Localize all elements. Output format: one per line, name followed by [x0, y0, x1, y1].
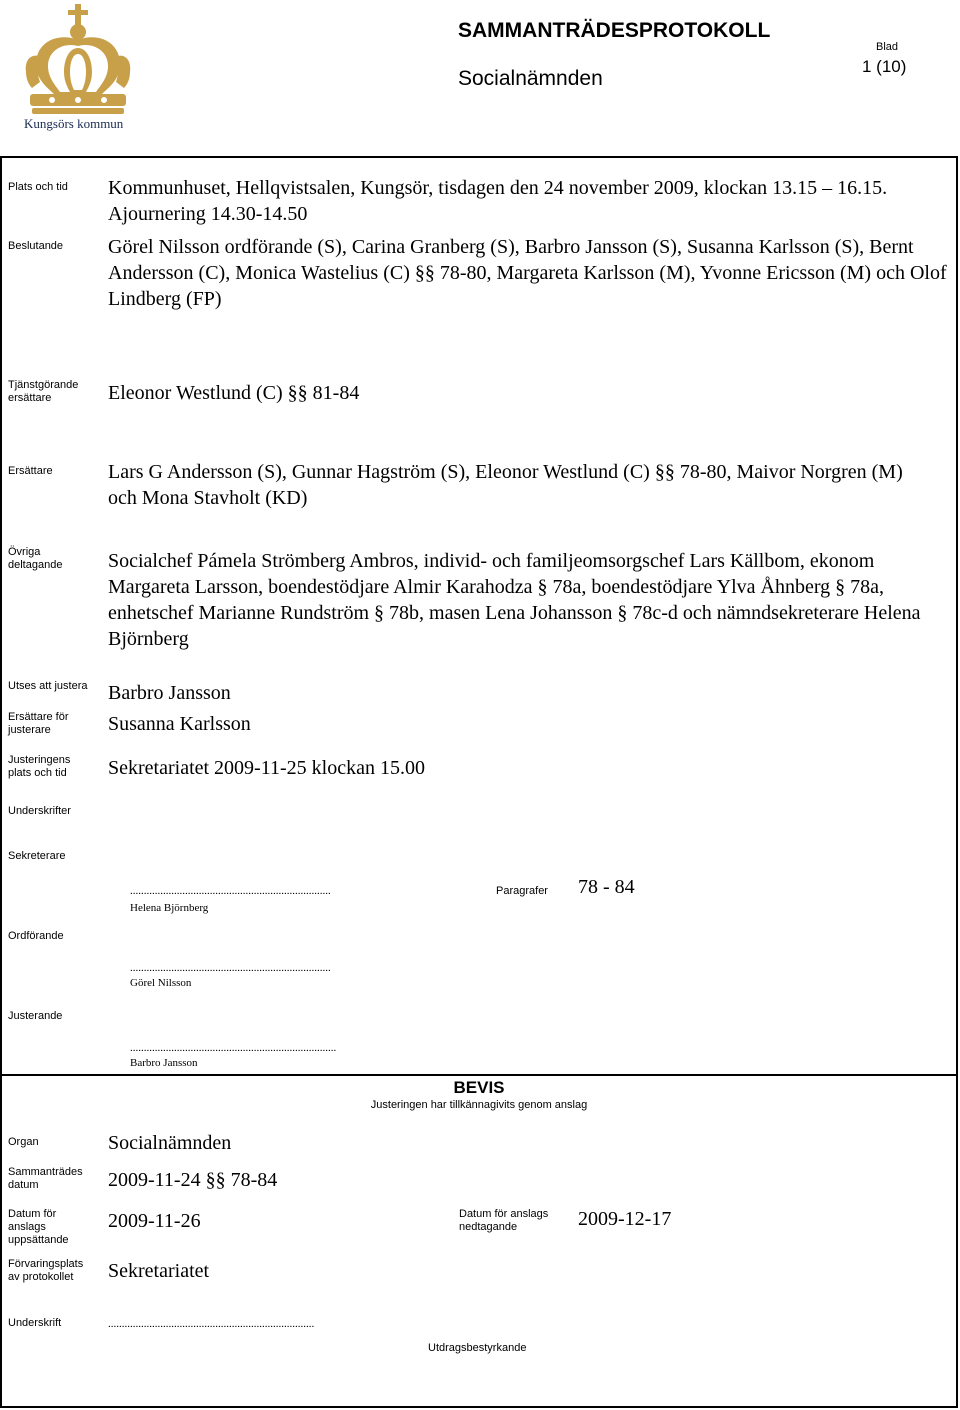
logo [18, 2, 138, 132]
adjuster-value: Barbro Jansson [108, 682, 231, 704]
frame-bottom-line [0, 1406, 958, 1408]
removal-date-label: Datum för anslags nedtagande [459, 1208, 549, 1233]
secretary-name: Helena Björnberg [130, 902, 209, 914]
frame-left-line [0, 156, 2, 1408]
logo-text: Kungsörs kommun [24, 116, 124, 131]
substitutes-value: Lars G Andersson (S), Gunnar Hagström (S), Eleonor Westlund (C) §§ 78-80, Maivor Norgren (M) och Mona Stavholt (KD) [108, 461, 903, 509]
adjust-place-value: Sekretariatet 2009-11-25 klockan 15.00 [108, 757, 425, 779]
adjusting-name: Barbro Jansson [130, 1057, 198, 1069]
proof-separator-line [0, 1074, 958, 1076]
posting-date-label: Datum för anslags uppsättande [8, 1208, 69, 1246]
serving-substitute-value: Eleonor Westlund (C) §§ 81-84 [108, 382, 360, 404]
place-value: Kommunhuset, Hellqvistsalen, Kungsör, tisdagen den 24 november 2009, klockan 13.15 – 16.15. Ajournering 14.30-14.50 [108, 177, 888, 225]
posting-date-value: 2009-11-26 [108, 1210, 201, 1232]
organ-value: Socialnämnden [108, 1132, 232, 1154]
page-number: 1 (10) [862, 57, 907, 76]
adjusting-signature-line: ........................................................................... [130, 1042, 337, 1054]
secretary-signature-line: ......................................................................... [130, 885, 331, 897]
crown-icon [18, 2, 138, 116]
certified-signature-line: ........................................................................... [108, 1318, 315, 1330]
chair-label: Ordförande [8, 930, 64, 942]
signatures-label: Underskrifter [8, 805, 71, 817]
frame-top-line [0, 156, 958, 158]
committee-name: Socialnämnden [458, 67, 603, 90]
place-label: Plats och tid [8, 181, 68, 193]
chair-signature-line: ......................................................................... [130, 962, 331, 974]
adjuster-substitute-label: Ersättare för justerare [8, 711, 69, 736]
paragraphs-label: Paragrafer [496, 885, 548, 897]
organ-label: Organ [8, 1136, 39, 1148]
substitutes-label: Ersättare [8, 465, 53, 477]
storage-value: Sekretariatet [108, 1260, 210, 1282]
document-title: SAMMANTRÄDESPROTOKOLL [458, 19, 771, 42]
meeting-date-value: 2009-11-24 §§ 78-84 [108, 1169, 278, 1191]
serving-substitute-label: Tjänstgörande ersättare [8, 379, 79, 404]
chair-name: Görel Nilsson [130, 977, 192, 989]
adjust-place-label: Justeringens plats och tid [8, 754, 71, 779]
deciding-value: Görel Nilsson ordförande (S), Carina Granberg (S), Barbro Jansson (S), Susanna Karlsson (S), Bernt Andersson (C), Monica Wastelius (C) §§ 78-80, Margareta Karlsson (M), Yvonne Ericsson (M) och Olof Lindberg (FP) [108, 236, 947, 310]
page-label: Blad [876, 41, 899, 53]
proof-subtitle: Justeringen har tillkännagivits genom anslag [370, 1099, 588, 1111]
deciding-label: Beslutande [8, 240, 64, 252]
adjuster-label: Utses att justera [8, 680, 88, 692]
others-label: Övriga deltagande [8, 546, 63, 571]
paragraphs-value: 78 - 84 [578, 876, 635, 898]
adjuster-substitute-value: Susanna Karlsson [108, 713, 251, 735]
proof-title: BEVIS [453, 1078, 505, 1097]
certified-caption: Utdragsbestyrkande [428, 1342, 527, 1354]
meeting-date-label: Sammanträdes datum [8, 1166, 83, 1191]
removal-date-value: 2009-12-17 [578, 1208, 672, 1230]
others-value: Socialchef Pámela Strömberg Ambros, individ- och familjeomsorgschef Lars Källbom, ekonom Margareta Larsson, boendestödjare Almir Karahodza § 78a, boendestödjare Ylva Åhnberg § 78a, enhetschef Marianne Rundström § 78b, masen Lena Johansson § 78c-d och nämndsekreterare Helena Björnberg [108, 550, 921, 650]
storage-label: Förvaringsplats av protokollet [8, 1258, 84, 1283]
frame-right-line [956, 156, 958, 1408]
secretary-label: Sekreterare [8, 850, 66, 862]
adjusting-label: Justerande [8, 1010, 63, 1022]
signature-label: Underskrift [8, 1317, 62, 1329]
